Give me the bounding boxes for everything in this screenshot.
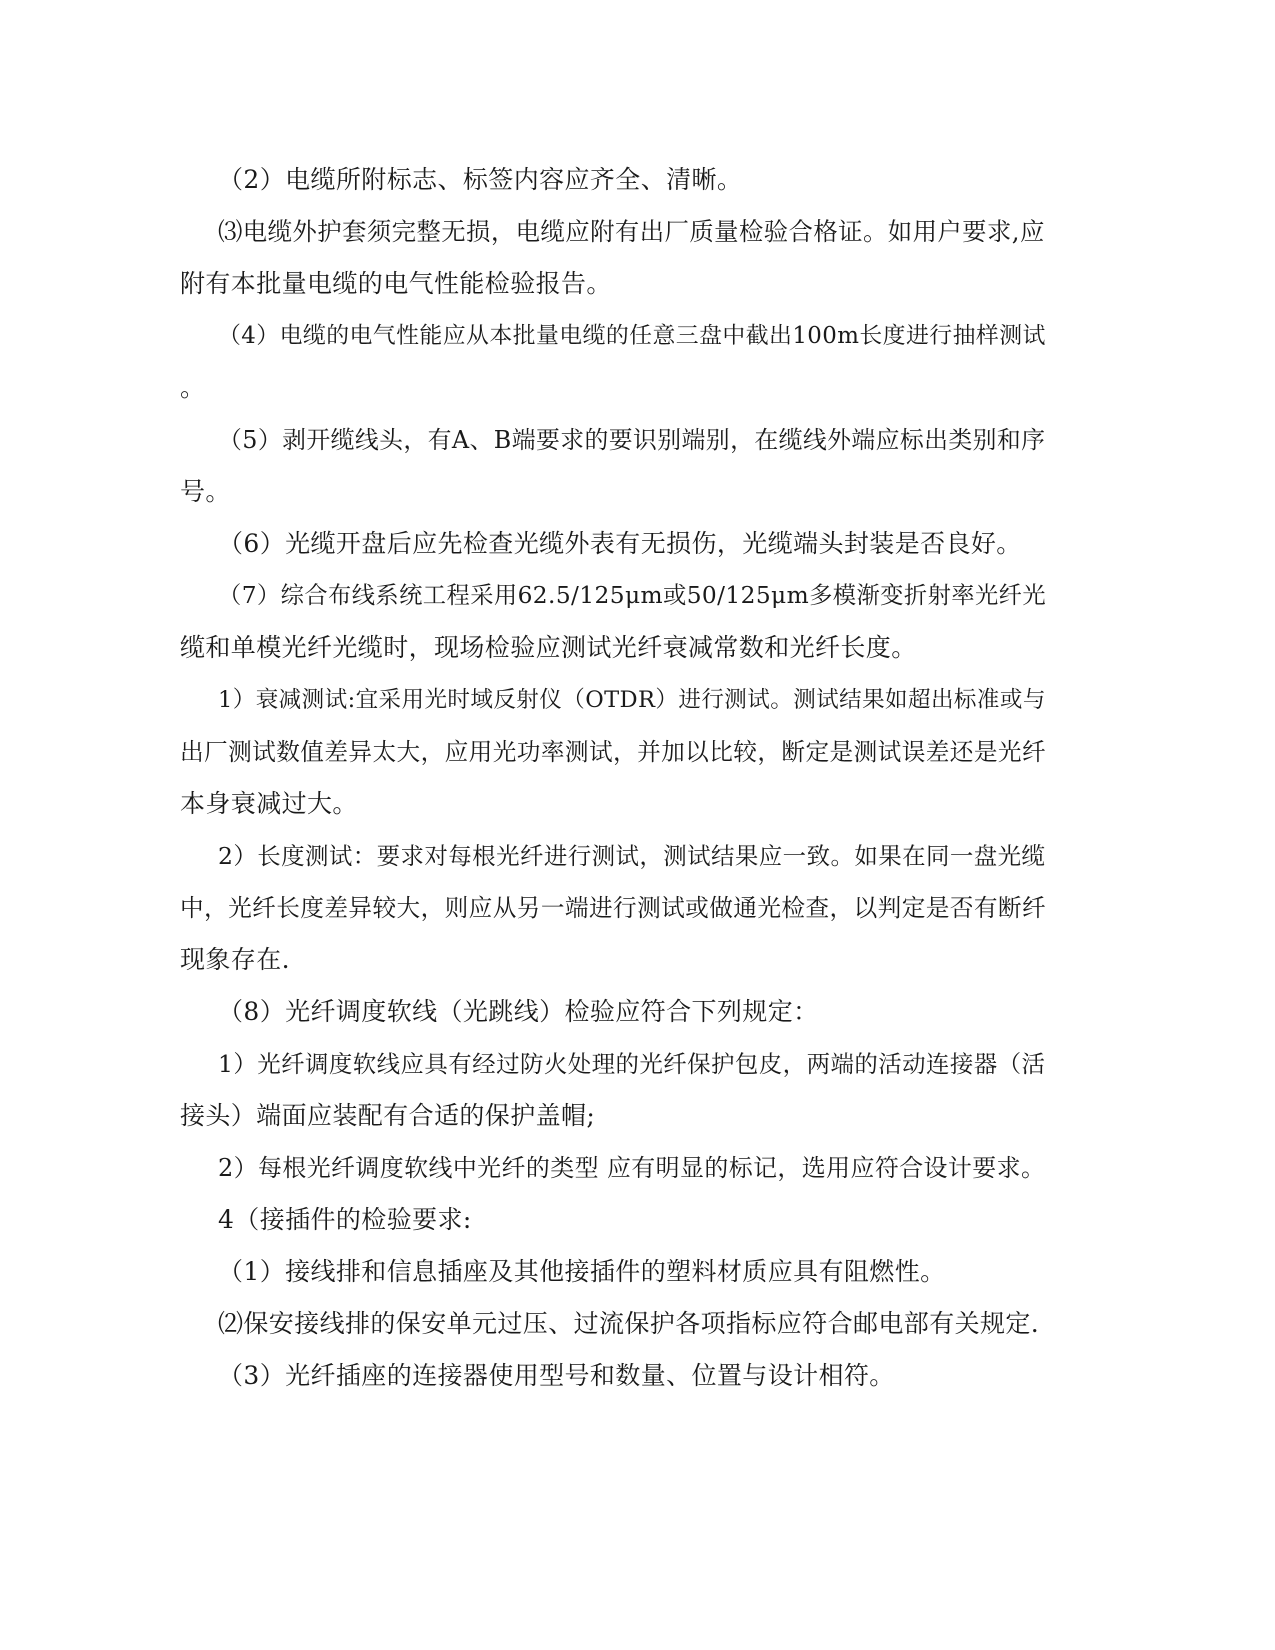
paragraph-line: （3）光纤插座的连接器使用型号和数量、位置与设计相符。 [218, 1361, 895, 1390]
paragraph-line: 2）每根光纤调度软线中光纤的类型 应有明显的标记，选用应符合设计要求。 [218, 1154, 1046, 1182]
paragraph-line: （4）电缆的电气性能应从本批量电缆的任意三盘中截出100m长度进行抽样测试 [218, 323, 1046, 349]
paragraph-line: （6）光缆开盘后应先检查光缆外表有无损伤，光缆端头封装是否良好。 [218, 529, 1022, 558]
paragraph-line: 号。 [180, 477, 231, 506]
paragraph-line: （8）光纤调度软线（光跳线）检验应符合下列规定： [218, 997, 819, 1026]
paragraph-line: 1）衰减测试:宜采用光时域反射仪（OTDR）进行测试。测试结果如超出标准或与 [218, 687, 1046, 713]
paragraph-line: ⑶电缆外护套须完整无损，电缆应附有出厂质量检验合格证。如用户要求,应 [218, 217, 1045, 246]
paragraph-line: 中，光纤长度差异较大，则应从另一端进行测试或做通光检查，以判定是否有断纤 [180, 894, 1047, 922]
paragraph-line: 4（接插件的检验要求: [218, 1205, 472, 1234]
paragraph-line: 本身衰减过大。 [180, 789, 358, 818]
paragraph-line: （5）剥开缆线头，有A、B端要求的要识别端别，在缆线外端应标出类别和序 [218, 426, 1046, 454]
paragraph-line: （7）综合布线系统工程采用62.5/125μm或50/125μm多模渐变折射率光纤光 [218, 582, 1047, 609]
paragraph-line: 附有本批量电缆的电气性能检验报告。 [180, 269, 612, 298]
paragraph-line: 2）长度测试：要求对每根光纤进行测试，测试结果应一致。如果在同一盘光缆 [218, 842, 1046, 870]
paragraph-line: 缆和单模光纤光缆时，现场检验应测试光纤衰减常数和光纤长度。 [180, 633, 917, 662]
paragraph-line: 1）光纤调度软线应具有经过防火处理的光纤保护包皮，两端的活动连接器（活 [218, 1050, 1046, 1078]
paragraph-line: （1）接线排和信息插座及其他接插件的塑料材质应具有阻燃性。 [218, 1257, 946, 1286]
paragraph-line: （2）电缆所附标志、标签内容应齐全、清晰。 [218, 165, 743, 194]
paragraph-line: 接头）端面应装配有合适的保护盖帽; [180, 1101, 596, 1130]
paragraph-line: 现象存在. [180, 945, 290, 974]
paragraph-line: ⑵保安接线排的保安单元过压、过流保护各项指标应符合邮电部有关规定. [218, 1309, 1040, 1338]
paragraph-line: 出厂测试数值差异太大，应用光功率测试，并加以比较，断定是测试误差还是光纤 [180, 738, 1047, 766]
paragraph-line: 。 [180, 373, 206, 402]
